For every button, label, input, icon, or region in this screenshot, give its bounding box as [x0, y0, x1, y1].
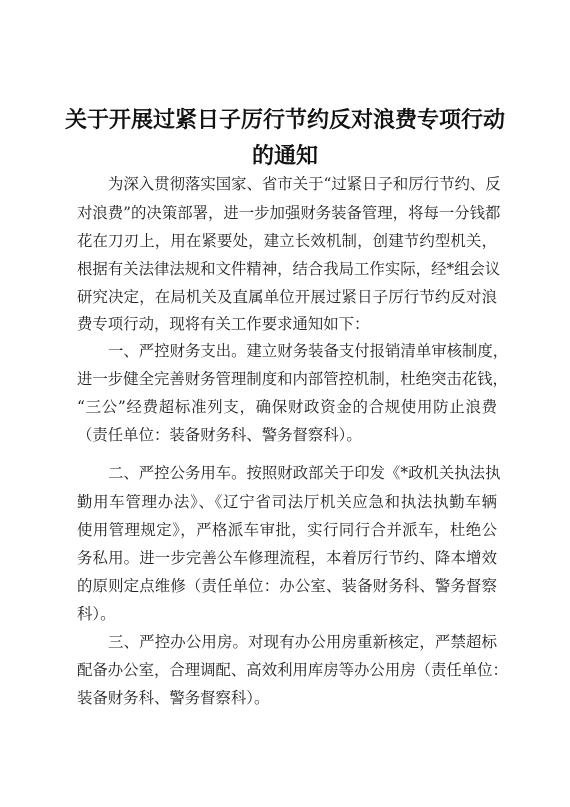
paragraph-1-line: 花在刀刃上，用在紧要处，建立长效机制，创建节约型机关，	[77, 232, 497, 250]
paragraph-2-line: （责任单位：装备财务科、警务督察科）。	[77, 426, 362, 444]
document-title-line1: 关于开展过紧日子厉行节约反对浪费专项行动	[64, 108, 505, 133]
paragraph-4-line: 配备办公室，合理调配、高效利用库房等办公用房（责任单位：	[77, 661, 508, 679]
paragraph-3-line: 科）。	[77, 605, 116, 623]
paragraph-1-line: 根据有关法律法规和文件精神，结合我局工作实际，经*组会议	[77, 260, 501, 278]
document-title-line2: 的通知	[251, 144, 318, 169]
paragraph-3-line: 二、严控公务用车。按照财政部关于印发《*政机关执法执	[108, 464, 501, 482]
paragraph-2-line: “三公”经费超标准列支，确保财政资金的合规使用防止浪费	[77, 398, 497, 416]
paragraph-1-line: 为深入贯彻落实国家、省市关于“过紧日子和厉行节约、反	[108, 175, 501, 193]
paragraph-1-line: 费专项行动，现将有关工作要求通知如下：	[77, 315, 370, 333]
paragraph-3-line: 的原则定点维修（责任单位：办公室、装备财务科、警务督察	[77, 577, 497, 595]
paragraph-4-line: 装备财务科、警务督察科）。	[77, 689, 270, 707]
paragraph-3-line: 勤用车管理办法》、《辽宁省司法厅机关应急和执法执勤车辆	[77, 493, 497, 511]
paragraph-1-line: 对浪费”的决策部署，进一步加强财务装备管理，将每一分钱都	[77, 204, 501, 222]
paragraph-3-line: 使用管理规定》，严格派车审批，实行同行合并派车，杜绝公	[77, 521, 497, 539]
paragraph-1-line: 研究决定，在局机关及直属单位开展过紧日子厉行节约反对浪	[77, 288, 497, 306]
paragraph-4-line: 三、严控办公用房。对现有办公用房重新核定，严禁超标	[108, 633, 497, 651]
paragraph-2-line: 进一步健全完善财务管理制度和内部管控机制，杜绝突击花钱，	[77, 370, 508, 388]
paragraph-3-line: 务私用。进一步完善公车修理流程，本着厉行节约、降本增效	[77, 549, 497, 567]
paragraph-2-line: 一、严控财务支出。建立财务装备支付报销清单审核制度，	[108, 342, 509, 360]
